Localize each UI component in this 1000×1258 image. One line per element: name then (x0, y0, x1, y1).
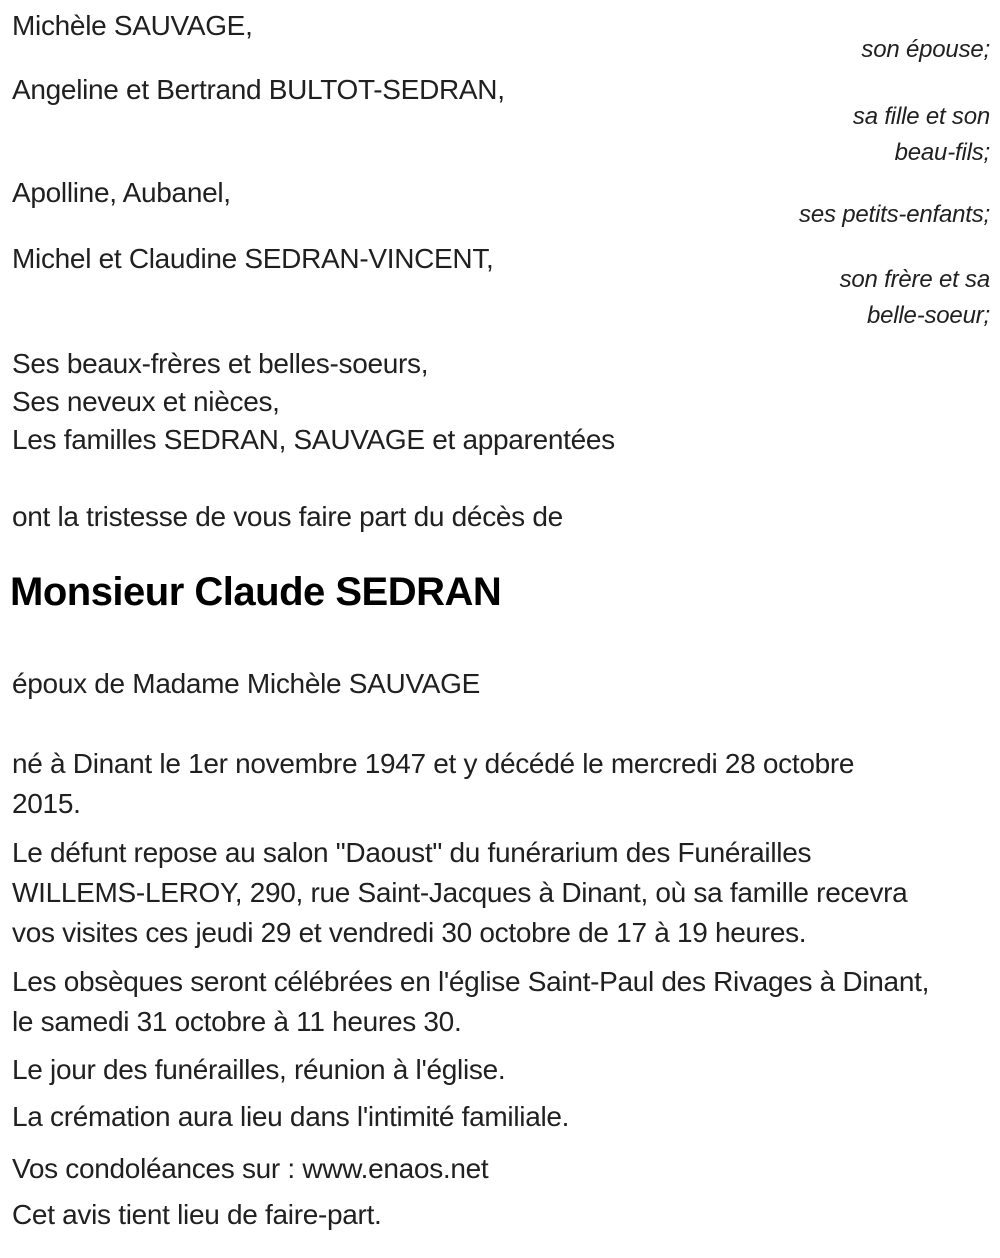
announcement-line: ont la tristesse de vous faire part du décès de (12, 501, 563, 532)
paragraph-line: WILLEMS-LEROY, 290, rue Saint-Jacques à Dinant, où sa famille recevra (12, 877, 908, 908)
condolences-text: Vos condoléances sur : (12, 1153, 303, 1184)
relation-line: son épouse; (861, 36, 990, 63)
family-line-1: Ses beaux-frères et belles-soeurs, (12, 348, 429, 379)
relation-line: sa fille et son (852, 103, 990, 130)
mourner-relation-1 (861, 32, 990, 68)
condolences-paragraph (12, 1149, 990, 1189)
repose-paragraph (12, 833, 990, 953)
cremation-paragraph (12, 1097, 990, 1137)
relation-line: beau-fils; (894, 139, 990, 166)
closing-paragraph (12, 1195, 990, 1235)
birth-death-paragraph (12, 744, 990, 824)
paragraph-line: Les obsèques seront célébrées en l'église Saint-Paul des Rivages à Dinant, (12, 966, 930, 997)
spouse-line: époux de Madame Michèle SAUVAGE (12, 668, 480, 699)
family-lines (12, 345, 990, 459)
mourner-name-4: Michel et Claudine SEDRAN-VINCENT, (12, 243, 494, 274)
paragraph-line: né à Dinant le 1er novembre 1947 et y décédé le mercredi 28 octobre (12, 748, 855, 779)
church-meeting-paragraph (12, 1050, 990, 1090)
paragraph-line: vos visites ces jeudi 29 et vendredi 30 octobre de 17 à 19 heures. (12, 917, 807, 948)
condolences-line (12, 1149, 990, 1189)
mourner-name-1: Michèle SAUVAGE, (12, 10, 253, 41)
funeral-paragraph (12, 962, 990, 1042)
mourner-relation-4 (840, 262, 990, 334)
paragraph-line: 2015. (12, 788, 81, 819)
paragraph-line: Cet avis tient lieu de faire-part. (12, 1199, 382, 1230)
family-line-2: Ses neveux et nièces, (12, 386, 280, 417)
paragraph-line: Le défunt repose au salon "Daoust" du funérarium des Funérailles (12, 837, 812, 868)
paragraph-line: Le jour des funérailles, réunion à l'église. (12, 1054, 506, 1085)
relation-line: belle-soeur; (866, 302, 990, 329)
condolences-website-link[interactable]: www.enaos.net (302, 1153, 489, 1184)
mourner-name-2: Angeline et Bertrand BULTOT-SEDRAN, (12, 74, 505, 105)
family-line-3: Les familles SEDRAN, SAUVAGE et apparentées (12, 424, 615, 455)
relation-line: son frère et sa (839, 266, 990, 293)
relation-line: ses petits-enfants; (799, 201, 990, 228)
mourner-relation-3 (799, 197, 990, 233)
paragraph-line: le samedi 31 octobre à 11 heures 30. (12, 1006, 462, 1037)
paragraph-line: La crémation aura lieu dans l'intimité familiale. (12, 1101, 570, 1132)
mourner-name-3: Apolline, Aubanel, (12, 177, 231, 208)
deceased-name-title: Monsieur Claude SEDRAN (10, 570, 502, 614)
mourner-relation-2 (853, 99, 990, 171)
